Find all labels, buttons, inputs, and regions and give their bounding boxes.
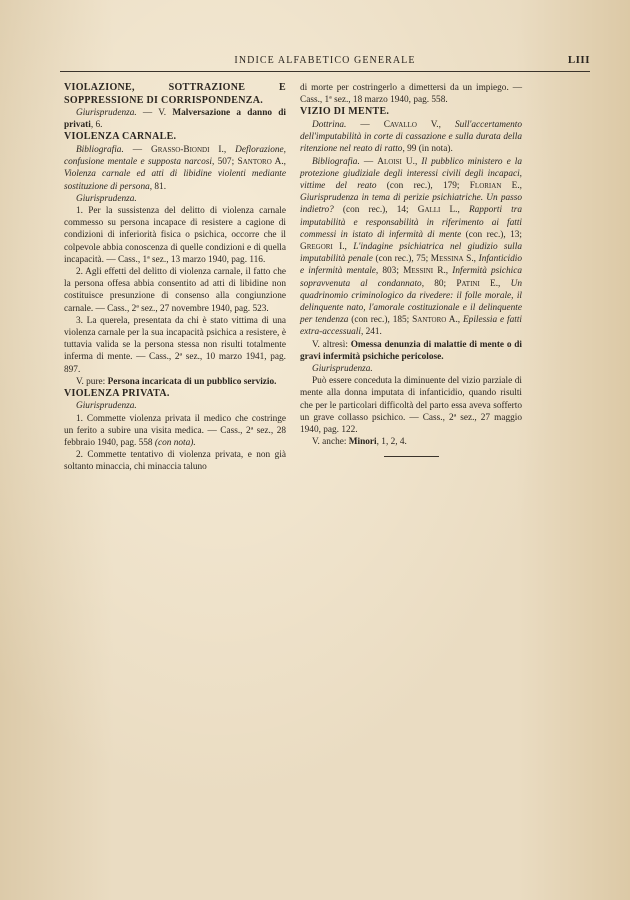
entry-heading: VIOLENZA CARNALE.: [64, 131, 177, 143]
paragraph: di morte per costringerlo a dimettersi da un impiego. — Cass., 1ª sez., 18 marzo 1940, pag. 558.: [300, 83, 522, 106]
paragraph: 3. La querela, presentata da chi è stato vittima di una violenza carnale per la sua incapacità psichica a resistere, è tuttavia valida se la persona stessa non risulti totalmente inferma di mente. — Cass., 2ª sez., 10 marzo 1941, pag. 897.: [64, 315, 286, 375]
running-header: [60, 55, 590, 71]
bibliography: Bibliografia. — Grasso-Biondi I., Deflorazione, confusione mentale e supposta narcosi, 507; Santoro A., Violenza carnale ed atti di libidine violenti mediante sostituzione di persona, 81.: [64, 144, 286, 192]
cross-reference: Giurisprudenza. — V. Malversazione a danno di privati, 6.: [64, 108, 286, 131]
entry-heading: VIOLAZIONE, SOTTRAZIONE E SOPPRESSIONE DI CORRISPONDENZA.: [64, 82, 286, 106]
header-rule: [60, 71, 590, 72]
section-label: Giurisprudenza.: [76, 193, 137, 204]
paragraph: 2. Commette tentativo di violenza privata, e non già soltanto minaccia, chi minaccia taluno: [64, 450, 286, 473]
entry-heading: VIOLENZA PRIVATA.: [64, 387, 170, 399]
cross-reference: V. altresì: Omessa denunzia di malattie di mente o di gravi infermità psichiche pericolose.: [300, 339, 522, 362]
end-rule: [384, 456, 439, 457]
paragraph: 1. Commette violenza privata il medico che costringe un ferito a subire una visita medica. — Cass., 2ª sez., 28 febbraio 1940, pag. 558 (con nota).: [64, 413, 286, 449]
header-title: INDICE ALFABETICO GENERALE: [234, 55, 416, 66]
doctrine: Dottrina. — Cavallo V., Sull'accertamento dell'imputabilità in corte di cassazione e sulla durata della ritenzione nel reato di ratto, 99 (in nota).: [300, 119, 522, 155]
paragraph: 2. Agli effetti del delitto di violenza carnale, il fatto che la persona offesa abbia consentito ad atti di libidine non costituisce presunzione di consenso alla congiunzione carnale. — Cass., 2ª sez., 27 novembre 1940, pag. 523.: [64, 266, 286, 314]
entry-heading: VIZIO DI MENTE.: [300, 106, 390, 118]
cross-reference: V. anche: Minori, 1, 2, 4.: [312, 437, 407, 448]
cross-reference: V. pure: Persona incaricata di un pubblico servizio.: [76, 376, 277, 387]
paragraph: Può essere conceduta la diminuente del vizio parziale di mente alla donna imputata di infanticidio, quando risulti che per le particolari difficoltà del parto essa aveva sofferto un grave collasso psichico. — Cass., 2ª sez., 27 maggio 1940, pag. 122.: [300, 376, 522, 435]
page-number: LIII: [567, 54, 590, 66]
paragraph: 1. Per la sussistenza del delitto di violenza carnale commesso su persona incapace di resistere a cagione di condizioni di inferiorità fisica o psichica, occorre che il colpevole abbia conoscenza di quelle condizioni e di quella incapacità. — Cass., 1ª sez., 13 marzo 1940, pag. 116.: [64, 205, 286, 265]
right-column: [300, 82, 522, 457]
section-label: Giurisprudenza.: [312, 363, 373, 374]
left-column: [64, 82, 286, 474]
section-label: Giurisprudenza.: [76, 401, 137, 412]
bibliography: Bibliografia. — Aloisi U., Il pubblico ministero e la protezione giudiziale degli interessi civili degli incapaci, vittime del reato (con rec.), 179; Florian E., Giurisprudenza in tema di perizie psichiatriche. Un passo indietro? (con rec.), 14; Galli L., Rapporti tra imputabilità e responsabilità in riferimento ai fatti commessi in istato di infermità di mente (con rec.), 13; Gregori I., L'indagine psichiatrica nel giudizio sulla imputabilità penale (con rec.), 75; Messina S., Infanticidio e infermità mentale, 803; Messini R., Infermità psichica sopravvenuta al condannato, 80; Patini E., Un quadrinomio criminologico da rivedere: il folle morale, il delinquente nato, l'amorale costituzionale e il delinquente per tendenza (con rec.), 185; Santoro A., Epilessia e fatti extra-accessuali, 241.: [300, 156, 523, 338]
